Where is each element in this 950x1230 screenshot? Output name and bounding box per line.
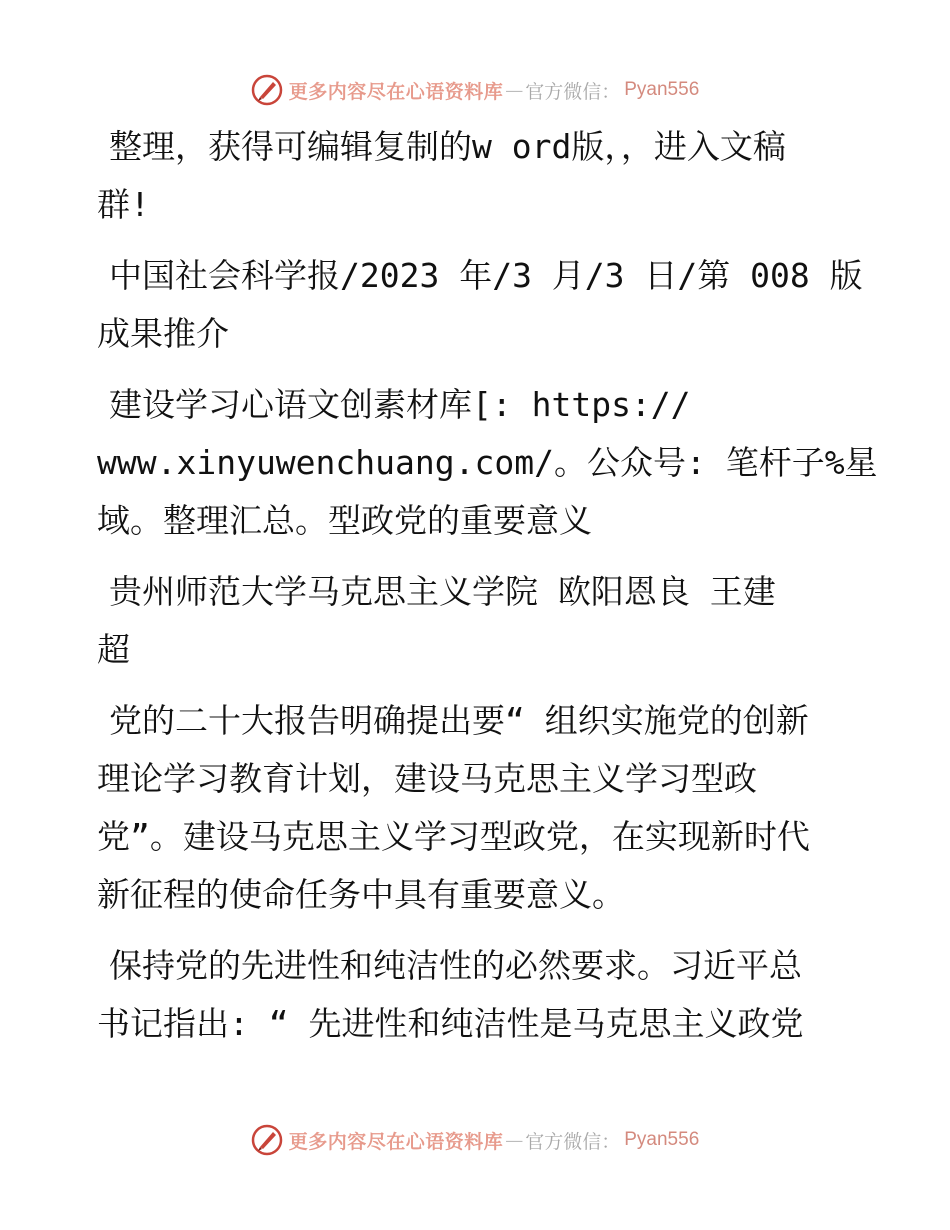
text-line: 书记指出: “ 先进性和纯洁性是马克思主义政党 — [97, 1004, 804, 1043]
text-line: 贵州师范大学马克思主义学院 欧阳恩良 王建 — [109, 572, 776, 611]
banner-separator: — — [505, 79, 524, 101]
paragraph-authors — [97, 563, 857, 679]
text-line: 群! — [97, 185, 150, 224]
document-body — [97, 118, 878, 1066]
footer-banner — [0, 1120, 950, 1160]
text-line: 保持党的先进性和纯洁性的必然要求。习近平总 — [109, 946, 802, 985]
banner-wechat-id: Pyan556 — [624, 1129, 700, 1150]
text-line: 党”。建设马克思主义学习型政党，在实现新时代 — [97, 817, 810, 856]
paragraph-body-2 — [97, 937, 857, 1053]
text-line: www.xinyuwenchuang.com/。公众号: 笔杆子%星 — [97, 443, 878, 482]
text-line: 域。整理汇总。型政党的重要意义 — [97, 501, 592, 540]
banner-wechat-id: Pyan556 — [624, 79, 700, 100]
text-line: 党的二十大报告明确提出要“ 组织实施党的创新 — [109, 701, 809, 740]
text-line: 超 — [97, 630, 130, 669]
quill-pen-logo-icon — [251, 1124, 283, 1156]
paragraph-intro — [97, 118, 857, 234]
paragraph-source — [97, 247, 863, 363]
banner-separator: — — [505, 1129, 524, 1151]
banner-text: 更多内容尽在心语资料库 — [288, 1130, 504, 1153]
text-line: 中国社会科学报/2023 年/3 月/3 日/第 008 版 — [109, 256, 863, 295]
text-line: 新征程的使命任务中具有重要意义。 — [97, 875, 625, 914]
text-line: 理论学习教育计划，建设马克思主义学习型政 — [97, 759, 757, 798]
banner-wechat-label: 官方微信： — [525, 1130, 621, 1153]
text-line: 整理，获得可编辑复制的w ord版，，进入文稿 — [109, 127, 786, 166]
quill-pen-logo-icon — [251, 74, 283, 106]
paragraph-title — [97, 376, 878, 550]
text-line: 成果推介 — [97, 314, 229, 353]
banner-wechat-label: 官方微信： — [525, 80, 621, 103]
text-line: 建设学习心语文创素材库[: https:// — [109, 385, 691, 424]
banner-text: 更多内容尽在心语资料库 — [288, 80, 504, 103]
header-banner — [0, 70, 950, 110]
paragraph-body-1 — [97, 692, 857, 924]
